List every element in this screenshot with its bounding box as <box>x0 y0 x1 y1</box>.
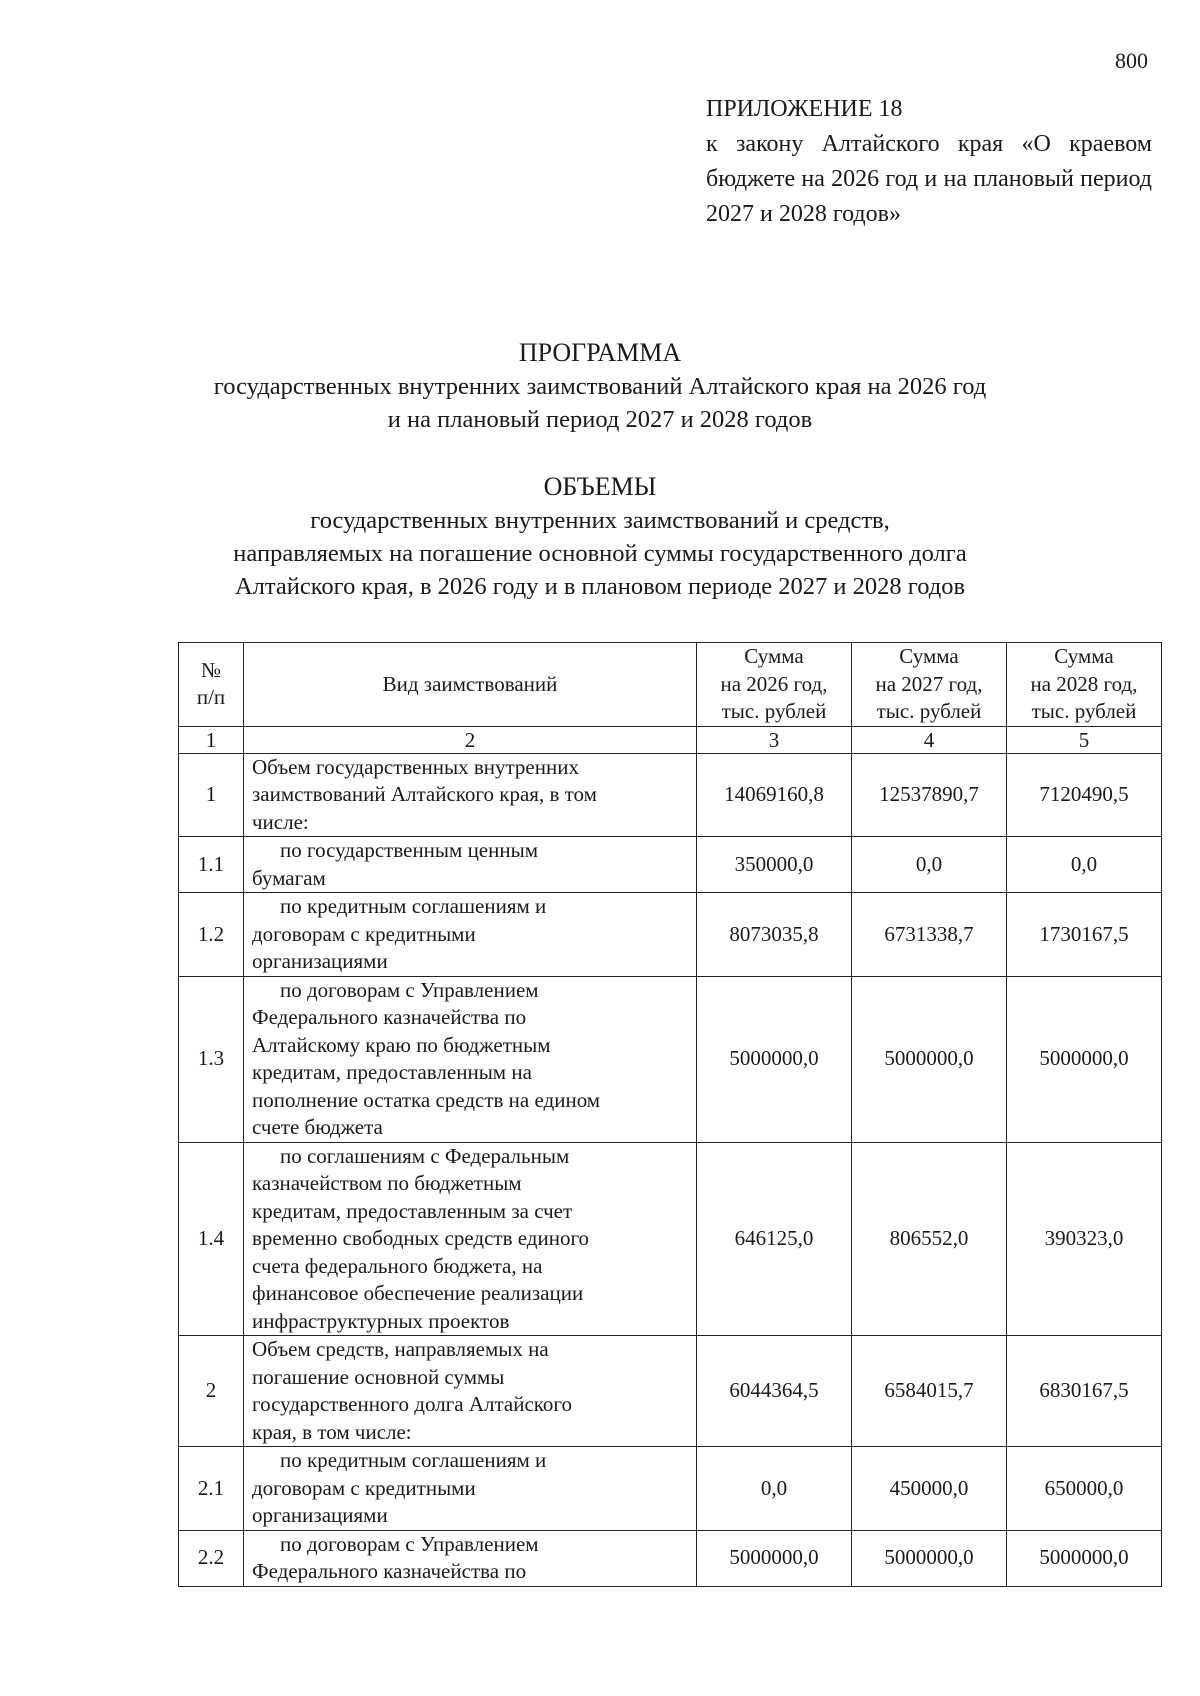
amount-2026: 0,0 <box>697 1447 852 1531</box>
description-line: договорам с кредитными <box>252 921 476 946</box>
description-line: счете бюджета <box>252 1115 383 1139</box>
page-number: 800 <box>1115 48 1148 73</box>
table-row <box>179 893 1162 977</box>
header-number <box>179 643 244 727</box>
table-row <box>179 1447 1162 1531</box>
borrowing-description <box>244 837 697 893</box>
amount-2028: 650000,0 <box>1007 1447 1162 1531</box>
row-number: 1.2 <box>179 893 244 977</box>
amount-2026: 14069160,8 <box>697 753 852 837</box>
row-number: 2.1 <box>179 1447 244 1531</box>
header-sum-2027-line-3: тыс. рублей <box>876 699 982 723</box>
amount-2027: 12537890,7 <box>852 753 1007 837</box>
volumes-subtitle-line-1: государственных внутренних заимствований и средств, <box>310 507 890 534</box>
row-number: 1.1 <box>179 837 244 893</box>
amount-2028: 390323,0 <box>1007 1142 1162 1336</box>
description-line: инфраструктурных проектов <box>252 1308 510 1333</box>
description-line: числе: <box>252 809 309 834</box>
row-number: 2.2 <box>179 1530 244 1586</box>
amount-2027: 806552,0 <box>852 1142 1007 1336</box>
row-number: 1.3 <box>179 976 244 1142</box>
row-number: 1 <box>179 753 244 837</box>
description-line: по государственным ценным <box>280 838 538 862</box>
program-subtitle-line-1: государственных внутренних заимствований Алтайского края на 2026 год <box>213 373 987 400</box>
description-line: временно свободных средств единого <box>252 1226 590 1250</box>
description-line: договорам с кредитными <box>252 1475 476 1500</box>
header-borrowing-type: Вид заимствований <box>244 643 697 727</box>
header-sum-2028-line-3: тыс. рублей <box>1031 699 1137 723</box>
description-line: кредитам, предоставленным на <box>252 1060 532 1084</box>
program-title-block <box>0 336 1200 603</box>
header-sum-2028-line-2: на 2028 год, <box>1030 671 1138 696</box>
amount-2026: 5000000,0 <box>697 976 852 1142</box>
description-line: по соглашениям с Федеральным <box>280 1143 570 1168</box>
row-number: 1.4 <box>179 1142 244 1336</box>
borrowings-table <box>178 642 1162 1587</box>
program-subtitle-line-2: и на плановый период 2027 и 2028 годов <box>387 406 813 433</box>
column-number: 1 <box>179 726 244 753</box>
description-line: организациями <box>252 1503 388 1527</box>
description-line: финансовое обеспечение реализации <box>252 1281 584 1305</box>
appendix-body: к закону Алтайского края «О краевом бюджете на 2026 год и на плановый период 2027 и 2028 годов» <box>706 131 1152 227</box>
description-line: по договорам с Управлением <box>280 977 539 1002</box>
description-line: Федерального казначейства по <box>252 1005 527 1029</box>
amount-2027: 5000000,0 <box>852 1530 1007 1586</box>
amount-2026: 5000000,0 <box>697 1530 852 1586</box>
amount-2027: 6584015,7 <box>852 1336 1007 1447</box>
amount-2026: 646125,0 <box>697 1142 852 1336</box>
description-line: по кредитным соглашениям и <box>280 1448 547 1472</box>
amount-2028: 7120490,5 <box>1007 753 1162 837</box>
table-row <box>179 1142 1162 1336</box>
table-header-row <box>179 643 1162 727</box>
description-line: государственного долга Алтайского <box>252 1392 573 1416</box>
column-number-row <box>179 726 1162 753</box>
amount-2026: 350000,0 <box>697 837 852 893</box>
borrowing-description <box>244 1142 697 1336</box>
header-sum-2026-line-2: на 2026 год, <box>720 671 828 696</box>
column-number: 5 <box>1007 726 1162 753</box>
table-body <box>179 753 1162 1586</box>
volumes-subtitle-line-2: направляемых на погашение основной суммы государственного долга <box>233 540 967 567</box>
amount-2027: 450000,0 <box>852 1447 1007 1531</box>
description-line: Объем государственных внутренних <box>252 754 579 779</box>
amount-2028: 6830167,5 <box>1007 1336 1162 1447</box>
description-line: казначейством по бюджетным <box>252 1171 522 1195</box>
table-row <box>179 1530 1162 1586</box>
appendix-block <box>706 92 1152 232</box>
description-line: Алтайскому краю по бюджетным <box>252 1032 551 1057</box>
description-line: заимствований Алтайского края, в том <box>252 782 597 806</box>
amount-2028: 5000000,0 <box>1007 976 1162 1142</box>
description-line: погашение основной суммы <box>252 1364 505 1389</box>
borrowing-description <box>244 976 697 1142</box>
header-sum-2027-line-1: Сумма <box>899 644 959 668</box>
borrowing-description <box>244 893 697 977</box>
header-sum-2028-line-1: Сумма <box>1054 644 1114 668</box>
volumes-heading: ОБЪЕМЫ <box>543 472 657 501</box>
description-line: бумагам <box>252 865 326 890</box>
header-number-line-1: № <box>200 657 222 682</box>
amount-2027: 0,0 <box>852 837 1007 893</box>
volumes-title-block <box>0 470 1200 603</box>
header-sum-2027-line-2: на 2027 год, <box>875 671 983 696</box>
column-number: 2 <box>244 726 697 753</box>
borrowing-description <box>244 1336 697 1447</box>
table-row <box>179 976 1162 1142</box>
description-line: пополнение остатка средств на едином <box>252 1087 601 1112</box>
program-heading: ПРОГРАММА <box>518 338 682 367</box>
header-sum-2027 <box>852 643 1007 727</box>
table-row <box>179 1336 1162 1447</box>
table-row <box>179 837 1162 893</box>
amount-2026: 8073035,8 <box>697 893 852 977</box>
header-number-line-2: п/п <box>196 685 226 710</box>
appendix-title: ПРИЛОЖЕНИЕ 18 <box>706 96 903 122</box>
description-line: Объем средств, направляемых на <box>252 1337 549 1361</box>
description-line: края, в том числе: <box>252 1419 412 1444</box>
amount-2028: 1730167,5 <box>1007 893 1162 977</box>
description-line: кредитам, предоставленным за счет <box>252 1198 573 1223</box>
amount-2028: 5000000,0 <box>1007 1530 1162 1586</box>
amount-2027: 5000000,0 <box>852 976 1007 1142</box>
header-sum-2026 <box>697 643 852 727</box>
borrowing-description <box>244 1447 697 1531</box>
borrowing-description <box>244 1530 697 1586</box>
header-sum-2026-line-3: тыс. рублей <box>721 699 827 723</box>
description-line: счета федерального бюджета, на <box>252 1253 543 1278</box>
amount-2028: 0,0 <box>1007 837 1162 893</box>
amount-2026: 6044364,5 <box>697 1336 852 1447</box>
description-line: по кредитным соглашениям и <box>280 894 547 918</box>
header-sum-2028 <box>1007 643 1162 727</box>
volumes-subtitle-line-3: Алтайского края, в 2026 году и в плановом периоде 2027 и 2028 годов <box>234 573 966 600</box>
description-line: по договорам с Управлением <box>280 1531 539 1556</box>
header-sum-2026-line-1: Сумма <box>744 644 804 668</box>
description-line: организациями <box>252 949 388 973</box>
column-number: 3 <box>697 726 852 753</box>
row-number: 2 <box>179 1336 244 1447</box>
table-row <box>179 753 1162 837</box>
amount-2027: 6731338,7 <box>852 893 1007 977</box>
description-line: Федерального казначейства по <box>252 1559 527 1583</box>
column-number: 4 <box>852 726 1007 753</box>
borrowing-description <box>244 753 697 837</box>
